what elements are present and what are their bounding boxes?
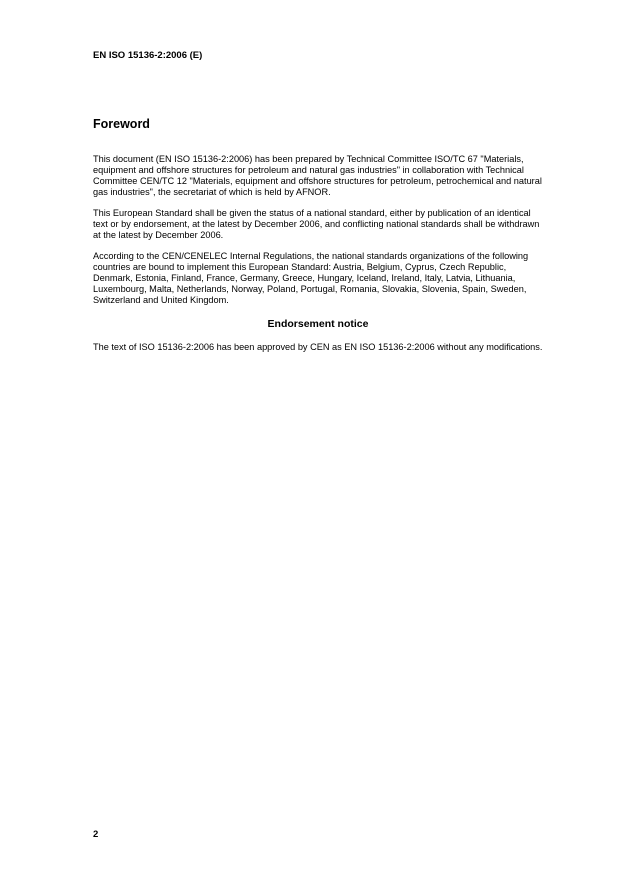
foreword-heading: Foreword: [93, 117, 150, 131]
foreword-paragraph-2: This European Standard shall be given the status of a national standard, either by publication of an identical text or by endorsement, at the latest by December 2006, and conflicting national standards shall be withdrawn at the latest by December 2006.: [93, 208, 540, 240]
page-number: 2: [93, 829, 99, 840]
endorsement-heading: Endorsement notice: [267, 317, 369, 330]
document-body: [93, 154, 543, 363]
document-header: EN ISO 15136-2:2006 (E): [93, 50, 203, 61]
foreword-paragraph-3: According to the CEN/CENELEC Internal Regulations, the national standards organizations of the following countries are bound to implement this European Standard: Austria, Belgium, Cyprus, Czech Republic, Denmark, Estonia, Finland, France, Germany, Greece, Hungary, Iceland, Ireland, Italy, Latvia, Lithuania, Luxembourg, Malta, Netherlands, Norway, Poland, Portugal, Romania, Slovakia, Slovenia, Spain, Sweden, Switzerland and United Kingdom.: [93, 251, 529, 305]
endorsement-paragraph: The text of ISO 15136-2:2006 has been approved by CEN as EN ISO 15136-2:2006 without any modifications.: [93, 341, 543, 352]
foreword-paragraph-1: This document (EN ISO 15136-2:2006) has been prepared by Technical Committee ISO/TC 67 "Materials, equipment and offshore structures for petroleum and natural gas industries" in collaboration with Technical Committee CEN/TC 12 "Materials, equipment and offshore structures for petroleum, petrochemical and natural gas industries", the secretariat of which is held by AFNOR.: [93, 154, 542, 197]
